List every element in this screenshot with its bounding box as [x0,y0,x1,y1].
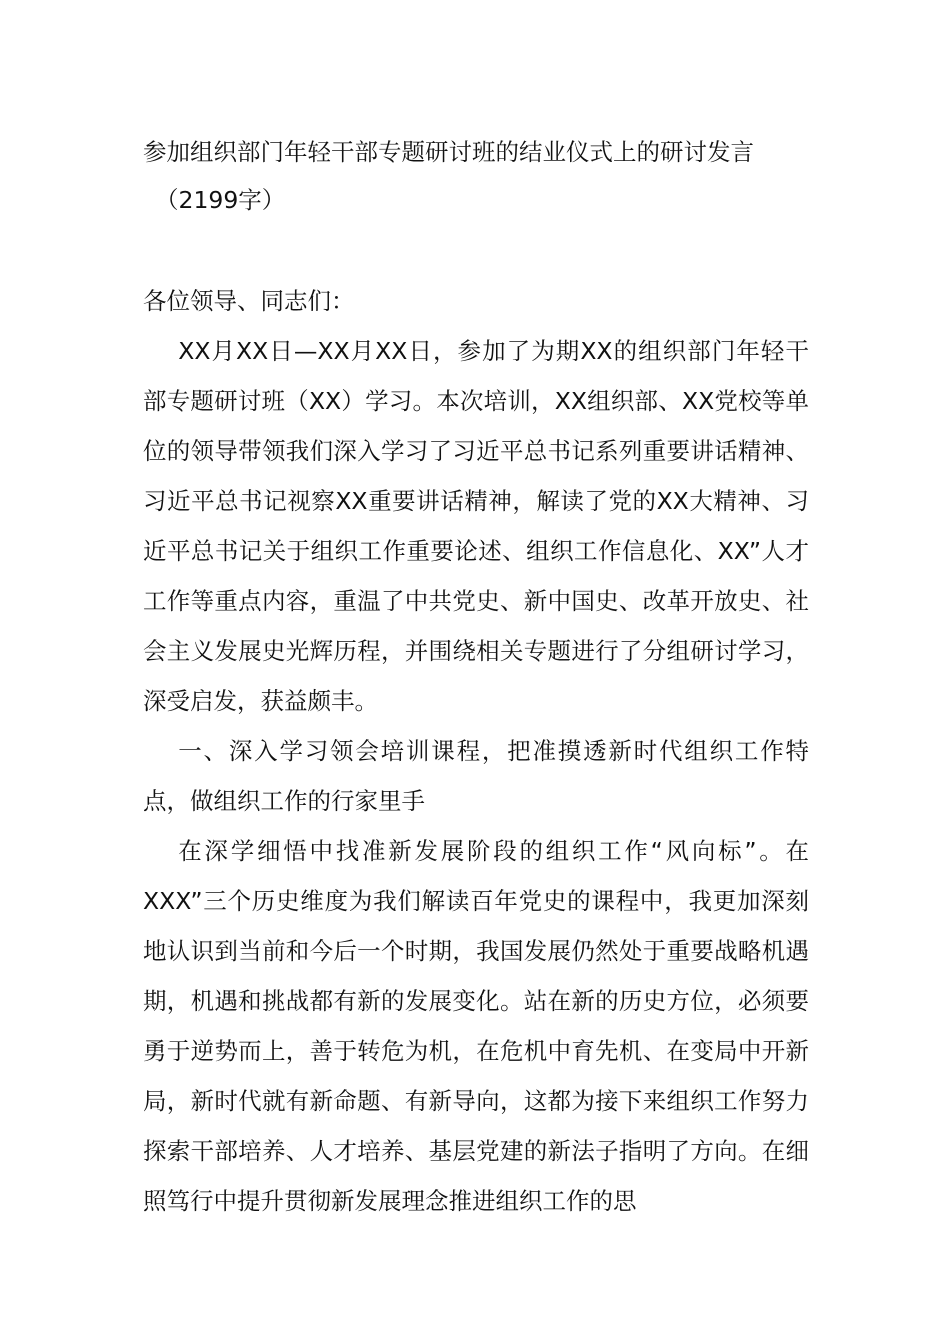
paragraph-section-1: 在深学细悟中找准新发展阶段的组织工作“风向标”。在XXX”三个历史维度为我们解读百年党史的课程中，我更加深刻地认识到当前和今后一个时期，我国发展仍然处于重要战略机遇期，机遇和挑战都有新的发展变化。站在新的历史方位，必须要勇于逆势而上，善于转危为机，在危机中育先机、在变局中开新局，新时代就有新命题、有新导向，这都为接下来组织工作努力探索干部培养、人才培养、基层党建的新法子指明了方向。在细照笃行中提升贯彻新发展理念推进组织工作的思 [143,837,809,1215]
section-heading-1: 一、深入学习领会培训课程，把准摸透新时代组织工作特点，做组织工作的行家里手 [143,737,809,815]
title-word-count: （2199字） [155,186,286,214]
title-text: 参加组织部门年轻干部专题研讨班的结业仪式上的研讨发言 [143,138,754,166]
document-title [143,128,809,224]
document-content [143,128,809,1226]
paragraph-intro: XX月XX日—XX月XX日，参加了为期XX的组织部门年轻干部专题研讨班（XX）学习。本次培训，XX组织部、XX党校等单位的领导带领我们深入学习了习近平总书记系列重要讲话精神、习近平总书记视察XX重要讲话精神，解读了党的XX大精神、习近平总书记关于组织工作重要论述、组织工作信息化、XX”人才工作等重点内容，重温了中共党史、新中国史、改革开放史、社会主义发展史光辉历程，并围绕相关专题进行了分组研讨学习，深受启发，获益颇丰。 [143,337,809,715]
document-body [143,276,809,1226]
salutation: 各位领导、同志们： [143,287,355,315]
title-spacer [143,224,809,276]
